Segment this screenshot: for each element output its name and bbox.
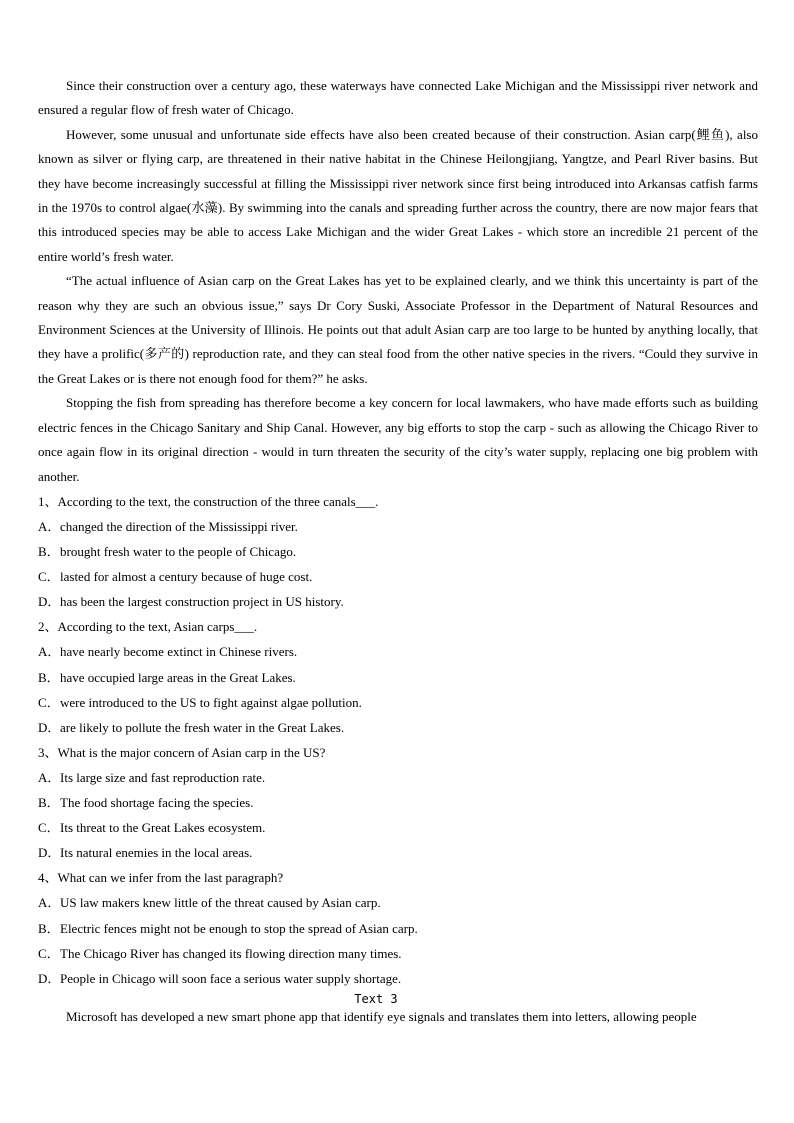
option-label: C． [38, 569, 60, 585]
option-text: Electric fences might not be enough to stop the spread of Asian carp. [60, 920, 418, 936]
next-passage-first-line: Microsoft has developed a new smart phone app that identify eye signals and translates them into letters, allowing people [66, 1008, 697, 1024]
option-d [38, 715, 758, 740]
option-label: D． [38, 970, 61, 986]
option-text: were introduced to the US to fight against algae pollution. [60, 694, 362, 710]
option-text: The Chicago River has changed its flowing direction many times. [60, 945, 402, 961]
passage-paragraph-4: Stopping the fish from spreading has therefore become a key concern for local lawmakers, who have made efforts such as building electric fences in the Chicago Sanitary and Ship Canal. However, any big efforts to stop the carp - such as allowing the Chicago River to once again flow in its original direction - would in turn threaten the security of the city’s water supply, replacing one big problem with another. [38, 395, 758, 484]
option-label: C． [38, 694, 60, 710]
question-2 [38, 614, 758, 739]
option-label: A． [38, 895, 61, 911]
option-text: lasted for almost a century because of huge cost. [60, 569, 313, 585]
option-text: Its large size and fast reproduction rate. [60, 769, 266, 785]
option-label: A． [38, 769, 61, 785]
option-text: US law makers knew little of the threat caused by Asian carp. [60, 895, 381, 911]
option-c [38, 564, 758, 589]
option-label: B． [38, 544, 60, 560]
question-1 [38, 489, 758, 614]
option-text: has been the largest construction project in US history. [60, 594, 344, 610]
option-c [38, 690, 758, 715]
option-text: are likely to pollute the fresh water in the Great Lakes. [60, 719, 345, 735]
section-title: Text 3 [354, 991, 398, 1006]
option-text: brought fresh water to the people of Chicago. [60, 544, 297, 560]
question-3 [38, 740, 758, 865]
option-text: Its threat to the Great Lakes ecosystem. [60, 820, 266, 836]
option-c [38, 941, 758, 966]
question-stem: 1、According to the text, the construction of the three canals___. [38, 493, 379, 509]
option-text: The food shortage facing the species. [60, 795, 254, 811]
question-stem: 2、According to the text, Asian carps___. [38, 619, 258, 635]
option-label: A． [38, 644, 61, 660]
option-a [38, 765, 758, 790]
option-c [38, 815, 758, 840]
option-label: D． [38, 594, 61, 610]
option-a [38, 639, 758, 664]
option-label: C． [38, 945, 60, 961]
option-text: Its natural enemies in the local areas. [60, 845, 253, 861]
option-a [38, 514, 758, 539]
passage-paragraph-3: “The actual influence of Asian carp on the Great Lakes has yet to be explained clearly, and we think this uncertainty is part of the reason why they are such an obvious issue,” says Dr Cory Suski, Associate Professor in the Department of Natural Resources and Environment Sciences at the University of Illinois. He points out that adult Asian carp are too large to be hunted by anything locally, that they have a prolific(多产的) reproduction rate, and they can steal food from the other native species in the rivers. “Could they survive in the Great Lakes or is there not enough food for them?” he asks. [38, 273, 758, 386]
option-label: B． [38, 795, 60, 811]
option-b [38, 916, 758, 941]
option-label: B． [38, 920, 60, 936]
option-label: B． [38, 669, 60, 685]
option-text: have occupied large areas in the Great Lakes. [60, 669, 296, 685]
option-b [38, 790, 758, 815]
option-a [38, 890, 758, 915]
passage-paragraph-1: Since their construction over a century ago, these waterways have connected Lake Michigan and the Mississippi river network and ensured a regular flow of fresh water of Chicago. [38, 78, 758, 118]
option-label: C． [38, 820, 60, 836]
option-text: have nearly become extinct in Chinese rivers. [60, 644, 298, 660]
question-stem: 3、What is the major concern of Asian carp in the US? [38, 744, 326, 760]
option-b [38, 539, 758, 564]
option-text: People in Chicago will soon face a serious water supply shortage. [60, 970, 402, 986]
option-label: D． [38, 719, 61, 735]
document-page [38, 74, 758, 1027]
option-b [38, 665, 758, 690]
option-d [38, 840, 758, 865]
option-d [38, 589, 758, 614]
question-stem: 4、What can we infer from the last paragraph? [38, 870, 284, 886]
option-text: changed the direction of the Mississippi river. [60, 519, 298, 534]
option-label: A． [38, 519, 61, 534]
option-d [38, 966, 758, 991]
passage-paragraph-2: However, some unusual and unfortunate side effects have also been created because of their construction. Asian carp(鲤鱼), also known as silver or flying carp, are threatened in their native habitat in the Chinese Heilongjiang, Yangtze, and Pearl River basins. But they have become increasingly successful at filling the Mississippi river network since first being introduced into Arkansas catfish farms in the 1970s to control algae(水藻). By swimming into the canals and spreading further across the country, there are now major fears that this introduced species may be able to access Lake Michigan and the wider Great Lakes - which store an incredible 21 percent of the entire world’s fresh water. [38, 126, 758, 264]
option-label: D． [38, 845, 61, 861]
question-4 [38, 865, 758, 990]
